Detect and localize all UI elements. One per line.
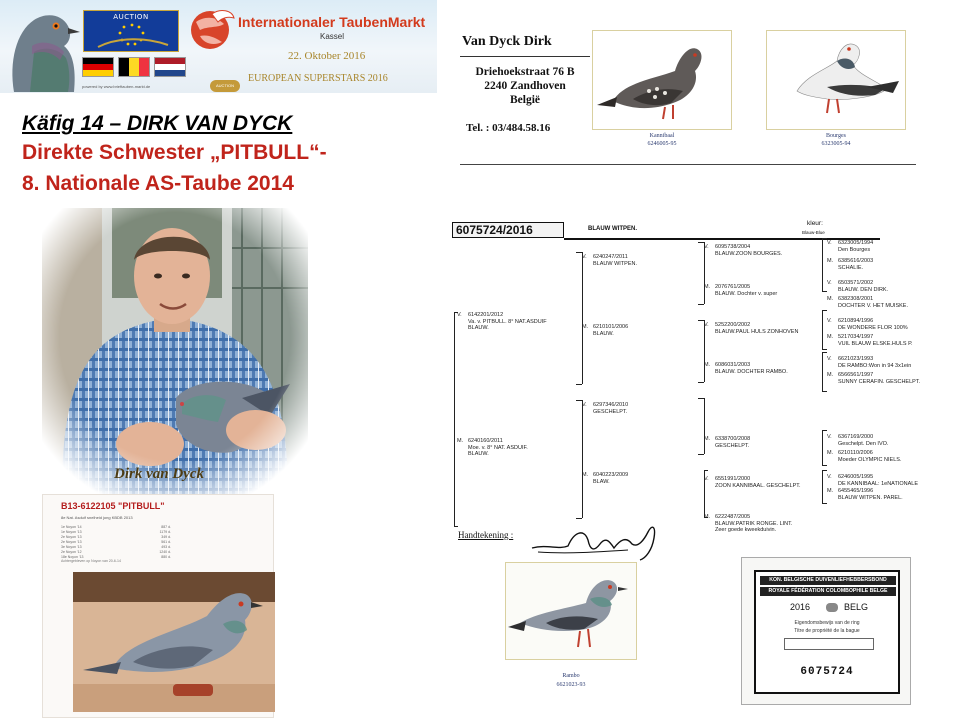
ownership-text-nl: Eigendomsbewijs van de ring <box>794 620 860 626</box>
federation-name-nl: KON. BELGISCHE DUIVENLIEFHEBBERSBOND <box>760 576 896 585</box>
tree-line <box>576 384 582 385</box>
pedigree-ancestor: M. 6382308/2001 DOCHTER V. HET MUISKE. <box>827 296 908 309</box>
rambo-name: Rambo <box>562 673 580 679</box>
divider <box>564 238 880 240</box>
bird-photo-bourges <box>766 30 906 130</box>
ring-country: BELG <box>844 602 869 612</box>
pigeon-head-icon <box>4 2 80 92</box>
federation-name-fr: ROYALE FÉDÉRATION COLOMBOPHILE BELGE <box>760 587 896 596</box>
auction-label: AUCTION <box>113 13 149 21</box>
auction-banner <box>0 0 437 93</box>
banner-subtitle: EUROPEAN SUPERSTARS 2016 <box>248 73 388 84</box>
tree-line <box>698 242 704 243</box>
pedigree-great-grandparent: V. 5252200/2002 BLAUW.PAUL HULS ZONHOVEN <box>704 322 799 335</box>
globe-with-pigeon-icon <box>186 8 236 52</box>
bird-ring: 6323005-94 <box>821 141 851 147</box>
pedigree-great-grandparent: V. 6095738/2004 BLAUW.ZOON BOURGES. <box>704 244 783 257</box>
tree-line <box>822 310 827 350</box>
pedigree-ancestor: V. 6323005/1994 Den Bourges <box>827 240 874 253</box>
national-ace-heading: 8. Nationale AS-Taube 2014 <box>22 172 294 195</box>
pitbull-note: Achtergebleven op Noyon van 20-6-14 <box>61 559 121 563</box>
pedigree-ancestor: V. 6210894/1996 DE WONDERE FLOR 100% <box>827 318 908 331</box>
banner-title: Internationaler TaubenMarkt <box>238 14 426 30</box>
pedigree-great-grandparent: V. 6551991/2000 ZOON KANNIBAAL. GESCHELPT. <box>704 476 801 489</box>
pedigree-ring-number: 6075724/2016 <box>452 222 564 238</box>
pigeon-icon <box>593 31 731 129</box>
pigeon-icon <box>767 31 905 129</box>
ring-card-inner <box>754 570 900 694</box>
tree-line <box>582 400 583 518</box>
ring-year: 2016 <box>790 602 811 612</box>
ring-number: 6075724 <box>800 666 854 678</box>
pedigree-grandparent: M. 6040223/2009 BLAW. <box>582 472 629 485</box>
tree-line <box>576 252 582 253</box>
pedigree-great-grandparent: M. 6338700/2008 GESCHELPT. <box>704 436 751 449</box>
pedigree-dam: M. 6240160/2011 Moe. v. 8° NAT. ASDUIF. BLAUW. <box>457 438 528 458</box>
pitbull-pigeon-photo <box>73 572 275 712</box>
result-row: 1e Noyon '13 1179 d. <box>61 530 171 534</box>
federation-crest-icon <box>826 603 838 612</box>
pedigree-grandparent: M. 6210101/2006 BLAUW. <box>582 324 629 337</box>
belgium-flag-icon <box>118 57 150 77</box>
divider <box>460 56 590 57</box>
eu-stars-icon <box>84 11 180 53</box>
bird-name: Bourges <box>826 133 846 139</box>
pedigree-ancestor: M. 6385616/2003 SCHALIE. <box>827 258 874 271</box>
pedigree-ancestor: M. 6455465/1996 BLAUW WITPEN. PAREL. <box>827 488 903 501</box>
tree-line <box>698 382 704 383</box>
pitbull-subtitle: 8e Nat. Asduif snelheid jong KBDB 2013 <box>61 515 133 520</box>
rambo-ring: 6621023-93 <box>556 682 586 688</box>
pitbull-results <box>61 525 171 560</box>
pedigree-sire: V. 6142201/2012 Va. v. PITBULL. 8° NAT.ASDUIF BLAUW. <box>457 312 547 332</box>
result-row: 2e Noyon '13 349 d. <box>61 535 171 539</box>
breeder-name: Van Dyck Dirk <box>462 34 552 49</box>
signature-scribble <box>528 518 668 562</box>
kleur-label: kleur: <box>807 220 823 227</box>
result-row: 18e Noyon '13 880 d. <box>61 555 171 559</box>
result-row: 1e Noyon '14 887 d. <box>61 525 171 529</box>
signature-label: Handtekening : <box>458 530 514 540</box>
breeder-country: België <box>509 94 541 106</box>
bird-ring: 6246005-95 <box>647 141 677 147</box>
bird-photo-kannibaal <box>592 30 732 130</box>
tree-line <box>454 526 458 527</box>
portrait-caption: Dirk van Dyck <box>114 466 204 482</box>
banner-credit: powered by www.brieftauben-markt.de <box>82 84 151 89</box>
tree-line <box>704 398 705 454</box>
tree-line <box>454 312 455 526</box>
pedigree-ancestor: V. 6246005/1995 DE KANNIBAAL: 1eNATIONALE <box>827 474 918 487</box>
kleur-value: Blauw-Blue <box>802 230 825 235</box>
tree-line <box>698 398 704 399</box>
pedigree-ancestor: V. 6503571/2002 BLAUW. DEN DIRK. <box>827 280 889 293</box>
pedigree-grandparent: V. 6297346/2010 GESCHELPT. <box>582 402 629 415</box>
pitbull-card <box>42 494 274 718</box>
pedigree-ancestor: V. 6621023/1993 DE RAMBO:Won in 94 3x1ein <box>827 356 912 369</box>
germany-flag-icon <box>82 57 114 77</box>
netherlands-flag-icon <box>154 57 186 77</box>
tree-line <box>698 454 704 455</box>
cage-heading: Käfig 14 – DIRK VAN DYCK <box>22 112 293 135</box>
breeder-city: 2240 Zandhoven <box>484 80 566 92</box>
pedigree-great-grandparent: M. 6086031/2003 BLAUW. DOCHTER RAMBO. <box>704 362 788 375</box>
rambo-photo <box>505 562 637 660</box>
ring-ownership-card <box>741 557 911 705</box>
pedigree-great-grandparent: M. 6222487/2005 BLAUW.PATRIK RONGE. LINT. Zeer goede kweekduivin. <box>704 514 793 534</box>
breeder-street: Driehoekstraat 76 B <box>475 66 575 78</box>
pedigree-ancestor: M. 6210110/2006 Moeder OLYMPIC NIELS. <box>827 450 902 463</box>
banner-city: Kassel <box>320 32 345 41</box>
breeder-phone: Tel. : 03/484.58.16 <box>466 122 551 134</box>
mini-auction-logo: AUCTION <box>210 80 240 92</box>
tree-line <box>704 242 705 304</box>
bird-name: Kannibaal <box>649 133 675 139</box>
tree-line <box>704 320 705 382</box>
pitbull-title: B13-6122105 "PITBULL" <box>61 501 165 511</box>
ring-entry-box <box>784 638 874 650</box>
banner-date: 22. Oktober 2016 <box>288 50 366 62</box>
ownership-text-fr: Titre de propriété de la bague <box>794 628 860 634</box>
pedigree-ancestor: V. 6367169/2000 Geschelpt. Den IVO. <box>827 434 889 447</box>
tree-line <box>576 400 582 401</box>
result-row: 3e Noyon '13 493 d. <box>61 545 171 549</box>
pigeon-icon <box>506 563 636 659</box>
pedigree-grandparent: V. 6240247/2011 BLAUW WITPEN. <box>582 254 638 267</box>
pedigree-ancestor: M. 6566561/1997 SUNNY CERAFIN. GESCHELPT. <box>827 372 921 385</box>
tree-line <box>698 320 704 321</box>
pedigree-chart <box>452 212 942 552</box>
result-row: 2e Noyon '13 561 d. <box>61 540 171 544</box>
breeder-portrait-photo <box>42 208 308 494</box>
pedigree-great-grandparent: M. 2076761/2005 BLAUW. Dochter v. super <box>704 284 778 297</box>
breeder-with-pigeon-illustration <box>42 208 308 494</box>
eu-auction-logo <box>83 10 179 52</box>
pedigree-ancestor: M. 5217034/1997 VUIL BLAUW ELSKE.HULS P. <box>827 334 913 347</box>
breeder-card <box>460 24 916 166</box>
pedigree-color: BLAUW WITPEN. <box>588 226 637 232</box>
sister-heading: Direkte Schwester „PITBULL“- <box>22 141 327 164</box>
divider <box>460 164 916 165</box>
result-row: 2e Noyon '12 1240 d. <box>61 550 171 554</box>
tree-line <box>582 252 583 384</box>
tree-line <box>698 304 704 305</box>
